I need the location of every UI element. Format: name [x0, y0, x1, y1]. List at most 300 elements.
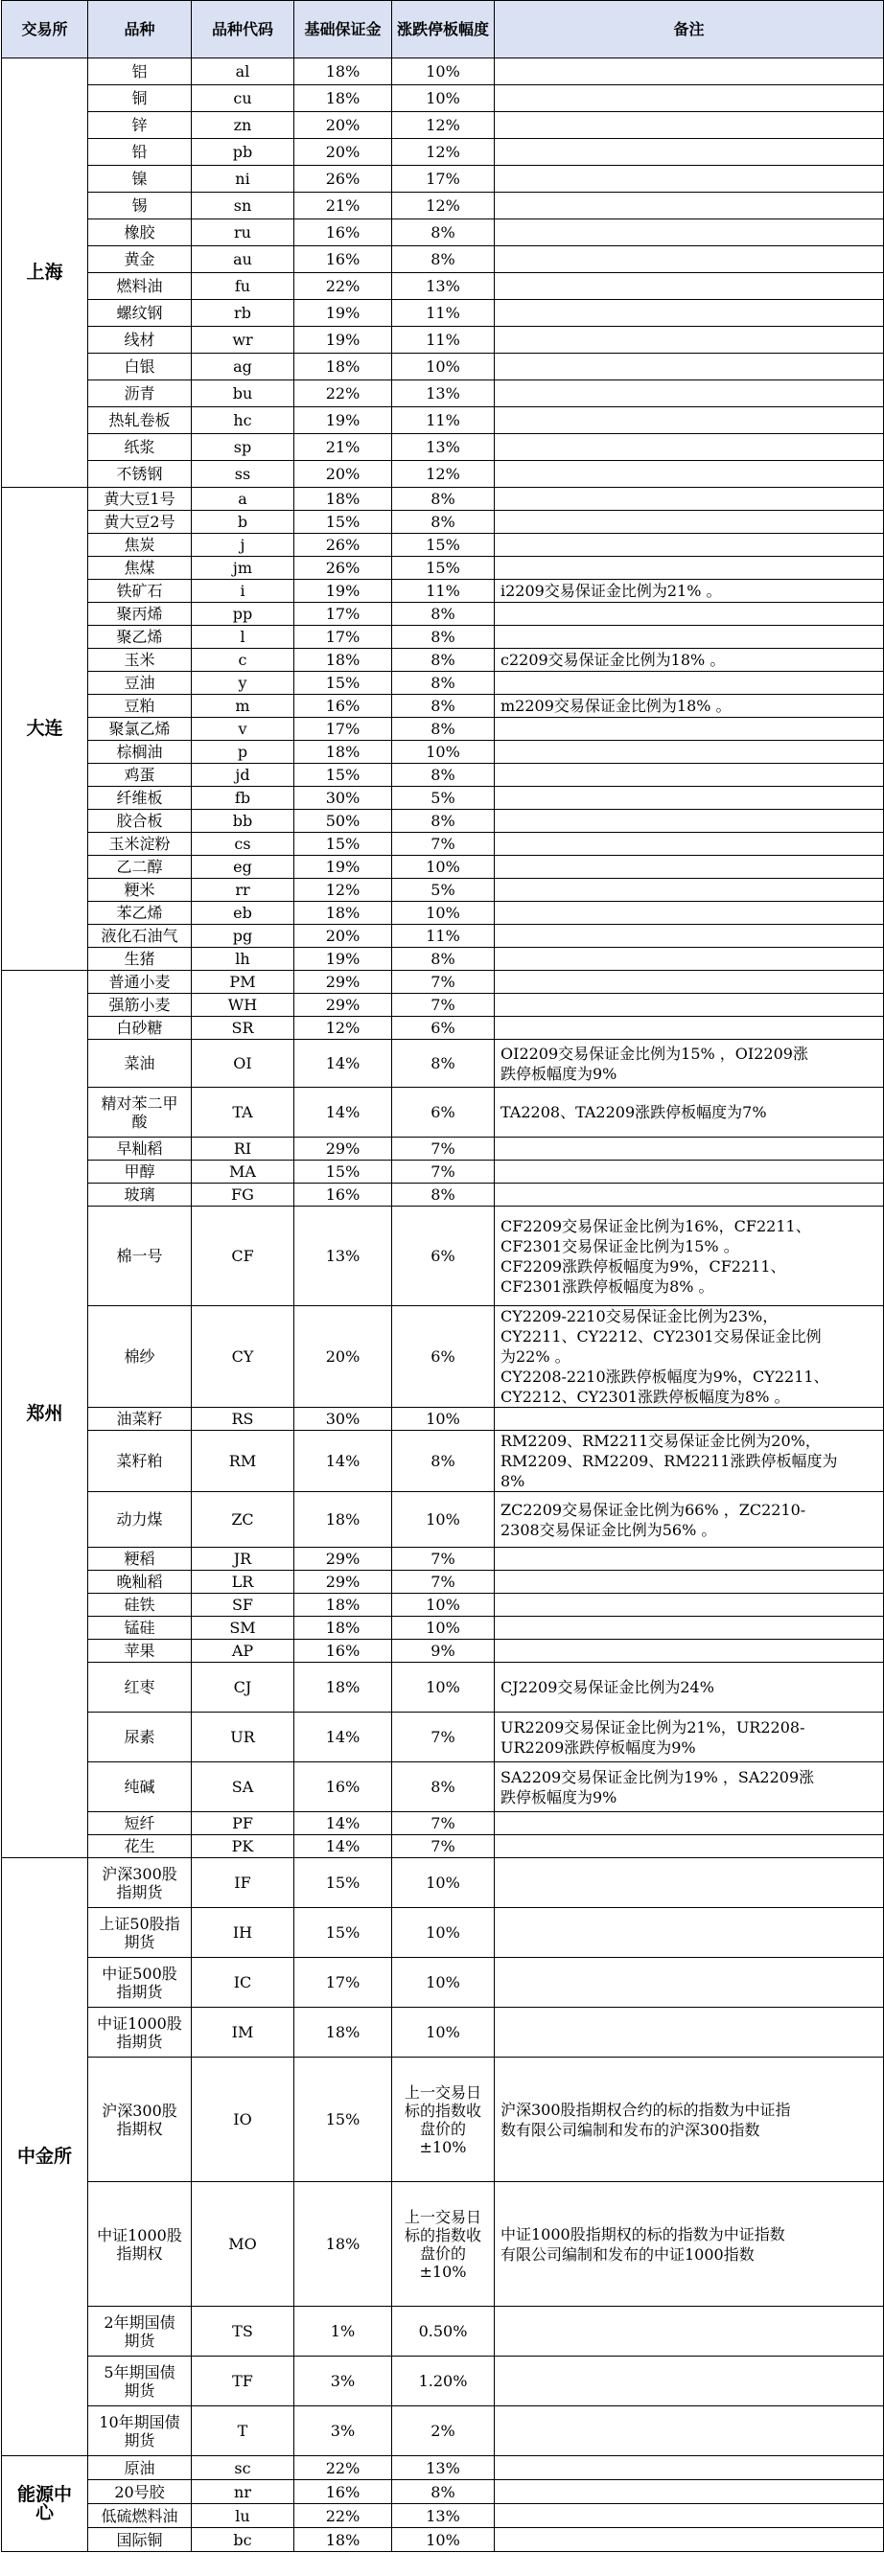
variety-name: 晚籼稻: [88, 1571, 192, 1594]
variety-code: fb: [192, 787, 294, 810]
price-limit: 2%: [392, 2406, 495, 2456]
remark: [495, 879, 884, 902]
variety-code: SR: [192, 1017, 294, 1040]
price-limit: 8%: [392, 948, 495, 971]
base-margin: 18%: [294, 2008, 392, 2058]
price-limit: 11%: [392, 407, 495, 434]
table-row: [2, 1835, 884, 1858]
variety-code: IO: [192, 2058, 294, 2182]
variety-name: 沪深300股 指期货: [88, 1858, 192, 1908]
variety-code: pp: [192, 603, 294, 626]
variety-name: 聚乙烯: [88, 626, 192, 649]
variety-name: 红枣: [88, 1663, 192, 1713]
base-margin: 18%: [294, 488, 392, 511]
base-margin: 1%: [294, 2307, 392, 2357]
base-margin: 16%: [294, 1640, 392, 1663]
remark: [495, 534, 884, 557]
variety-code: sc: [192, 2456, 294, 2480]
table-row: [2, 1548, 884, 1571]
remark: [495, 1617, 884, 1640]
variety-name: 短纤: [88, 1812, 192, 1835]
remark: [495, 407, 884, 434]
remark: [495, 787, 884, 810]
table-row: [2, 649, 884, 672]
variety-name: 焦炭: [88, 534, 192, 557]
variety-name: 20号胶: [88, 2480, 192, 2504]
price-limit: 10%: [392, 1858, 495, 1908]
variety-code: MO: [192, 2182, 294, 2307]
table-row: [2, 1040, 884, 1088]
table-row: [2, 1958, 884, 2008]
remark: [495, 948, 884, 971]
remark: CF2209交易保证金比例为16%，CF2211、 CF2301交易保证金比例为15% 。 CF2209涨跌停板幅度为9%，CF2211、 CF2301涨跌停板幅度为8% 。: [495, 1207, 884, 1306]
variety-name: 白银: [88, 354, 192, 380]
remark: [495, 718, 884, 741]
base-margin: 20%: [294, 461, 392, 488]
price-limit: 7%: [392, 1138, 495, 1161]
remark: [495, 300, 884, 327]
price-limit: 12%: [392, 139, 495, 166]
remark: [495, 764, 884, 787]
table-row: [2, 1617, 884, 1640]
base-margin: 15%: [294, 833, 392, 856]
table-row: [2, 1663, 884, 1713]
base-margin: 16%: [294, 695, 392, 718]
variety-code: IM: [192, 2008, 294, 2058]
base-margin: 19%: [294, 856, 392, 879]
base-margin: 19%: [294, 580, 392, 603]
remark: [495, 856, 884, 879]
variety-name: 胶合板: [88, 810, 192, 833]
base-margin: 19%: [294, 407, 392, 434]
base-margin: 18%: [294, 1617, 392, 1640]
price-limit: 10%: [392, 354, 495, 380]
variety-code: sn: [192, 193, 294, 219]
table-row: [2, 718, 884, 741]
price-limit: 7%: [392, 833, 495, 856]
base-margin: 20%: [294, 139, 392, 166]
price-limit: 7%: [392, 1548, 495, 1571]
variety-code: FG: [192, 1184, 294, 1207]
variety-code: bc: [192, 2528, 294, 2552]
variety-name: 焦煤: [88, 557, 192, 580]
variety-name: 纤维板: [88, 787, 192, 810]
variety-name: 黄大豆1号: [88, 488, 192, 511]
variety-name: 玉米淀粉: [88, 833, 192, 856]
variety-code: IF: [192, 1858, 294, 1908]
price-limit: 8%: [392, 649, 495, 672]
remark: UR2209交易保证金比例为21%，UR2208- UR2209涨跌停板幅度为9%: [495, 1713, 884, 1762]
base-margin: 16%: [294, 246, 392, 273]
price-limit: 11%: [392, 925, 495, 948]
remark: [495, 2008, 884, 2058]
price-limit: 7%: [392, 1835, 495, 1858]
remark: [495, 2357, 884, 2406]
remark: [495, 488, 884, 511]
table-row: [2, 879, 884, 902]
remark: [495, 2307, 884, 2357]
base-margin: 14%: [294, 1713, 392, 1762]
variety-code: bu: [192, 380, 294, 407]
remark: [495, 327, 884, 354]
variety-code: PM: [192, 971, 294, 994]
variety-name: 黄金: [88, 246, 192, 273]
variety-code: pb: [192, 139, 294, 166]
variety-code: nr: [192, 2480, 294, 2504]
price-limit: 13%: [392, 2456, 495, 2480]
table-row: [2, 1017, 884, 1040]
exchange-name: 郑州: [2, 971, 88, 1858]
price-limit: 7%: [392, 1812, 495, 1835]
variety-code: PF: [192, 1812, 294, 1835]
base-margin: 29%: [294, 994, 392, 1017]
variety-name: 粳米: [88, 879, 192, 902]
base-margin: 50%: [294, 810, 392, 833]
base-margin: 16%: [294, 1184, 392, 1207]
variety-code: bb: [192, 810, 294, 833]
variety-name: 苹果: [88, 1640, 192, 1663]
base-margin: 14%: [294, 1835, 392, 1858]
variety-name: 液化石油气: [88, 925, 192, 948]
variety-code: p: [192, 741, 294, 764]
table-row: [2, 1184, 884, 1207]
remark: [495, 380, 884, 407]
price-limit: 9%: [392, 1640, 495, 1663]
remark: [495, 1138, 884, 1161]
base-margin: 15%: [294, 1161, 392, 1184]
variety-name: 铁矿石: [88, 580, 192, 603]
table-row: [2, 557, 884, 580]
price-limit: 上一交易日 标的指数收 盘价的 ±10%: [392, 2182, 495, 2307]
base-margin: 18%: [294, 1594, 392, 1617]
remark: [495, 2528, 884, 2552]
variety-code: T: [192, 2406, 294, 2456]
table-row: [2, 219, 884, 246]
price-limit: 1.20%: [392, 2357, 495, 2406]
remark: [495, 672, 884, 695]
variety-name: 沪深300股 指期权: [88, 2058, 192, 2182]
base-margin: 20%: [294, 112, 392, 139]
remark: [495, 1571, 884, 1594]
remark: [495, 1858, 884, 1908]
price-limit: 6%: [392, 1088, 495, 1138]
variety-name: 5年期国债 期货: [88, 2357, 192, 2406]
price-limit: 10%: [392, 2528, 495, 2552]
table-row: [2, 2058, 884, 2182]
table-row: [2, 1594, 884, 1617]
table-row: [2, 994, 884, 1017]
exchange-name: 中金所: [2, 1858, 88, 2456]
variety-name: 橡胶: [88, 219, 192, 246]
variety-code: jm: [192, 557, 294, 580]
price-limit: 13%: [392, 273, 495, 300]
table-row: [2, 2307, 884, 2357]
variety-code: jd: [192, 764, 294, 787]
variety-code: PK: [192, 1835, 294, 1858]
variety-code: i: [192, 580, 294, 603]
table-row: [2, 1812, 884, 1835]
base-margin: 14%: [294, 1812, 392, 1835]
variety-code: cu: [192, 85, 294, 112]
variety-code: TA: [192, 1088, 294, 1138]
variety-code: SM: [192, 1617, 294, 1640]
price-limit: 8%: [392, 672, 495, 695]
price-limit: 8%: [392, 1431, 495, 1492]
price-limit: 13%: [392, 380, 495, 407]
price-limit: 7%: [392, 994, 495, 1017]
table-row: [2, 1207, 884, 1306]
table-row: [2, 948, 884, 971]
variety-name: 纸浆: [88, 434, 192, 461]
variety-code: UR: [192, 1713, 294, 1762]
price-limit: 12%: [392, 461, 495, 488]
variety-name: 花生: [88, 1835, 192, 1858]
variety-name: 棉一号: [88, 1207, 192, 1306]
base-margin: 26%: [294, 534, 392, 557]
table-row: [2, 1492, 884, 1548]
table-row: [2, 787, 884, 810]
remark: SA2209交易保证金比例为19% ，SA2209涨 跌停板幅度为9%: [495, 1762, 884, 1812]
base-margin: 15%: [294, 2058, 392, 2182]
remark: [495, 219, 884, 246]
variety-code: IC: [192, 1958, 294, 2008]
price-limit: 15%: [392, 557, 495, 580]
remark: [495, 1958, 884, 2008]
variety-code: OI: [192, 1040, 294, 1088]
price-limit: 8%: [392, 810, 495, 833]
table-row: [2, 166, 884, 193]
remark: [495, 1640, 884, 1663]
variety-name: 10年期国债 期货: [88, 2406, 192, 2456]
variety-name: 棉纱: [88, 1306, 192, 1408]
variety-code: ni: [192, 166, 294, 193]
table-row: [2, 925, 884, 948]
base-margin: 18%: [294, 58, 392, 85]
table-row: [2, 58, 884, 85]
price-limit: 8%: [392, 511, 495, 534]
base-margin: 19%: [294, 948, 392, 971]
remark: [495, 971, 884, 994]
remark: [495, 1835, 884, 1858]
header-code: 品种代码: [192, 1, 294, 58]
price-limit: 17%: [392, 166, 495, 193]
price-limit: 10%: [392, 1408, 495, 1431]
variety-code: CY: [192, 1306, 294, 1408]
variety-name: 早籼稻: [88, 1138, 192, 1161]
exchange-name: 上海: [2, 58, 88, 488]
variety-code: al: [192, 58, 294, 85]
remark: OI2209交易保证金比例为15% ，OI2209涨 跌停板幅度为9%: [495, 1040, 884, 1088]
price-limit: 7%: [392, 1161, 495, 1184]
futures-margin-table: [1, 0, 884, 2552]
variety-name: 铜: [88, 85, 192, 112]
remark: [495, 833, 884, 856]
remark: ZC2209交易保证金比例为66% ，ZC2210- 2308交易保证金比例为56% 。: [495, 1492, 884, 1548]
variety-code: au: [192, 246, 294, 273]
header-variety: 品种: [88, 1, 192, 58]
price-limit: 7%: [392, 1571, 495, 1594]
remark: c2209交易保证金比例为18% 。: [495, 649, 884, 672]
base-margin: 18%: [294, 2528, 392, 2552]
price-limit: 10%: [392, 1958, 495, 2008]
variety-code: ss: [192, 461, 294, 488]
variety-name: 锌: [88, 112, 192, 139]
remark: [495, 193, 884, 219]
base-margin: 22%: [294, 2504, 392, 2528]
price-limit: 10%: [392, 902, 495, 925]
remark: [495, 1017, 884, 1040]
exchange-name: 大连: [2, 488, 88, 971]
base-margin: 18%: [294, 649, 392, 672]
table-row: [2, 2008, 884, 2058]
variety-name: 菜油: [88, 1040, 192, 1088]
price-limit: 8%: [392, 695, 495, 718]
variety-name: 黄大豆2号: [88, 511, 192, 534]
variety-name: 强筋小麦: [88, 994, 192, 1017]
variety-name: 玻璃: [88, 1184, 192, 1207]
base-margin: 16%: [294, 1762, 392, 1812]
price-limit: 8%: [392, 1762, 495, 1812]
base-margin: 30%: [294, 787, 392, 810]
base-margin: 18%: [294, 2182, 392, 2307]
base-margin: 22%: [294, 2456, 392, 2480]
base-margin: 17%: [294, 1958, 392, 2008]
base-margin: 14%: [294, 1431, 392, 1492]
remark: [495, 112, 884, 139]
price-limit: 8%: [392, 626, 495, 649]
table-row: [2, 580, 884, 603]
table-row: [2, 246, 884, 273]
base-margin: 19%: [294, 300, 392, 327]
base-margin: 29%: [294, 971, 392, 994]
remark: [495, 1161, 884, 1184]
table-row: [2, 1858, 884, 1908]
variety-code: JR: [192, 1548, 294, 1571]
remark: [495, 1548, 884, 1571]
variety-name: 2年期国债 期货: [88, 2307, 192, 2357]
price-limit: 11%: [392, 327, 495, 354]
table-row: [2, 300, 884, 327]
price-limit: 12%: [392, 112, 495, 139]
base-margin: 16%: [294, 219, 392, 246]
table-row: [2, 2456, 884, 2480]
table-row: [2, 1408, 884, 1431]
variety-code: rr: [192, 879, 294, 902]
variety-name: 动力煤: [88, 1492, 192, 1548]
variety-name: 棕榈油: [88, 741, 192, 764]
remark: [495, 1408, 884, 1431]
remark: [495, 85, 884, 112]
variety-code: c: [192, 649, 294, 672]
variety-name: 燃料油: [88, 273, 192, 300]
variety-name: 中证500股 指期货: [88, 1958, 192, 2008]
table-row: [2, 1908, 884, 1958]
variety-code: AP: [192, 1640, 294, 1663]
base-margin: 12%: [294, 879, 392, 902]
table-row: [2, 1161, 884, 1184]
variety-code: m: [192, 695, 294, 718]
header-base-margin: 基础保证金: [294, 1, 392, 58]
base-margin: 17%: [294, 603, 392, 626]
table-row: [2, 1571, 884, 1594]
remark: [495, 2480, 884, 2504]
table-row: [2, 112, 884, 139]
variety-code: SA: [192, 1762, 294, 1812]
variety-code: pg: [192, 925, 294, 948]
variety-name: 铅: [88, 139, 192, 166]
price-limit: 11%: [392, 300, 495, 327]
table-row: [2, 434, 884, 461]
variety-code: l: [192, 626, 294, 649]
base-margin: 26%: [294, 166, 392, 193]
variety-code: RM: [192, 1431, 294, 1492]
base-margin: 19%: [294, 327, 392, 354]
variety-code: rb: [192, 300, 294, 327]
price-limit: 10%: [392, 85, 495, 112]
table-row: [2, 534, 884, 557]
table-row: [2, 764, 884, 787]
variety-code: LR: [192, 1571, 294, 1594]
variety-name: 鸡蛋: [88, 764, 192, 787]
remark: CY2209-2210交易保证金比例为23%， CY2211、CY2212、CY2301交易保证金比例 为22% 。 CY2208-2210涨跌停板幅度为9%，CY2211、 CY2212、CY2301涨跌停板幅度为8% 。: [495, 1306, 884, 1408]
variety-code: hc: [192, 407, 294, 434]
table-row: [2, 85, 884, 112]
price-limit: 10%: [392, 1663, 495, 1713]
base-margin: 15%: [294, 1908, 392, 1958]
price-limit: 13%: [392, 434, 495, 461]
variety-name: 生猪: [88, 948, 192, 971]
variety-name: 粳稻: [88, 1548, 192, 1571]
price-limit: 6%: [392, 1306, 495, 1408]
table-row: [2, 2528, 884, 2552]
table-row: [2, 833, 884, 856]
variety-name: 不锈钢: [88, 461, 192, 488]
variety-code: TF: [192, 2357, 294, 2406]
price-limit: 5%: [392, 787, 495, 810]
table-row: [2, 327, 884, 354]
variety-name: 豆油: [88, 672, 192, 695]
table-row: [2, 193, 884, 219]
table-row: [2, 626, 884, 649]
table-row: [2, 354, 884, 380]
variety-code: TS: [192, 2307, 294, 2357]
exchange-name: 能源中 心: [2, 2456, 88, 2552]
table-row: [2, 603, 884, 626]
base-margin: 16%: [294, 2480, 392, 2504]
remark: [495, 1594, 884, 1617]
base-margin: 18%: [294, 85, 392, 112]
table-row: [2, 971, 884, 994]
variety-name: 螺纹钢: [88, 300, 192, 327]
variety-code: v: [192, 718, 294, 741]
variety-code: SF: [192, 1594, 294, 1617]
variety-name: 油菜籽: [88, 1408, 192, 1431]
table-row: [2, 2357, 884, 2406]
table-row: [2, 511, 884, 534]
price-limit: 6%: [392, 1207, 495, 1306]
price-limit: 10%: [392, 741, 495, 764]
remark: [495, 1812, 884, 1835]
table-row: [2, 2504, 884, 2528]
table-row: [2, 461, 884, 488]
price-limit: 10%: [392, 856, 495, 879]
variety-code: sp: [192, 434, 294, 461]
remark: [495, 354, 884, 380]
variety-name: 沥青: [88, 380, 192, 407]
price-limit: 上一交易日 标的指数收 盘价的 ±10%: [392, 2058, 495, 2182]
price-limit: 8%: [392, 764, 495, 787]
variety-name: 中证1000股 指期权: [88, 2182, 192, 2307]
